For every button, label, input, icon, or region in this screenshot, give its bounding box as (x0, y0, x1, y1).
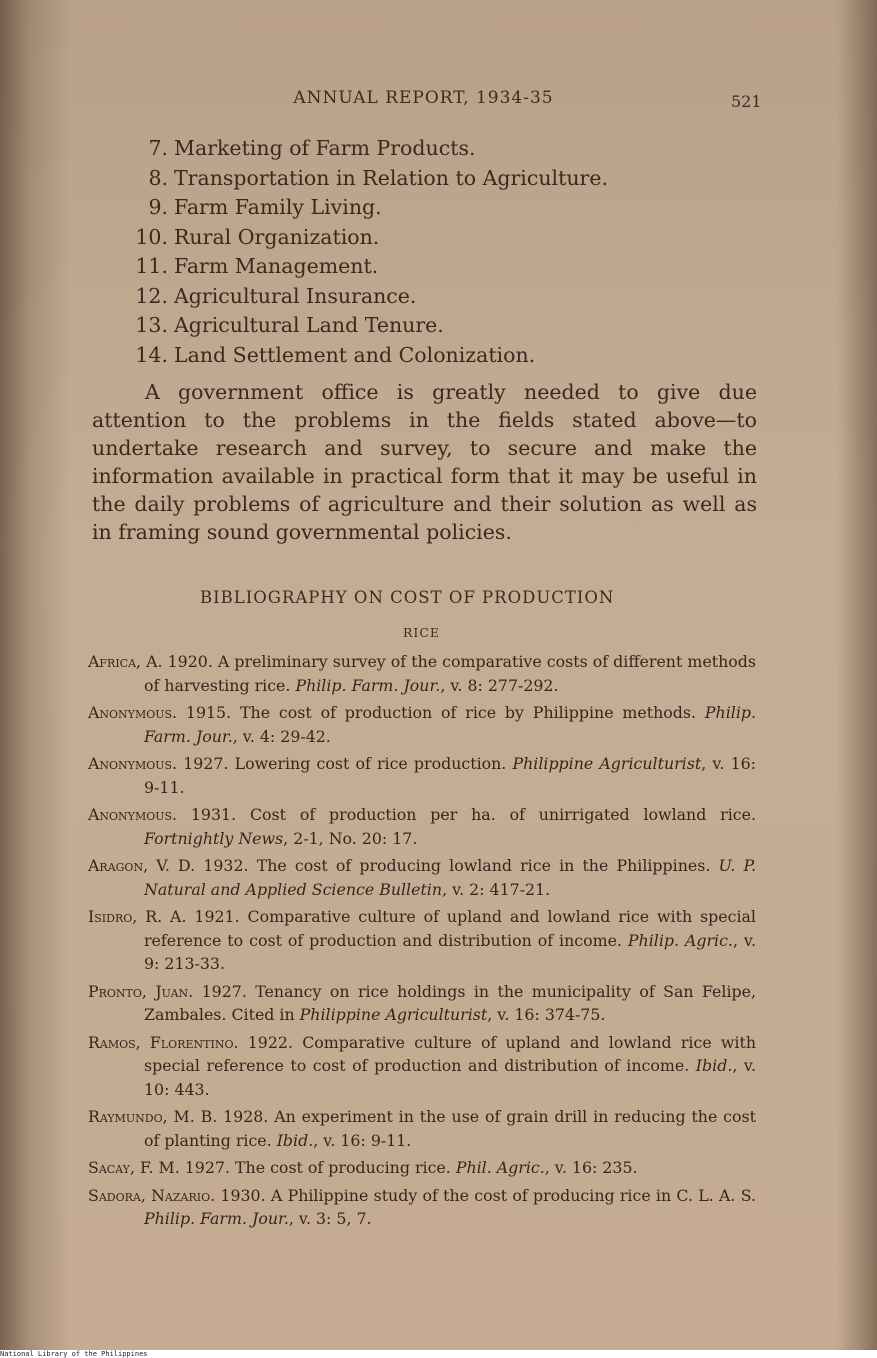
entry-citation: , 2-1, No. 20: 17. (283, 828, 418, 848)
library-credit: National Library of the Philippines (0, 1350, 148, 1358)
bibliography-entry (88, 854, 756, 901)
topic-number: 11. (135, 254, 168, 278)
bibliography-entry (88, 1156, 756, 1180)
topic-list (120, 134, 760, 370)
entry-citation: , v. 16: 374-75. (487, 1005, 606, 1024)
bibliography-entry (88, 1105, 756, 1152)
topic-item (120, 282, 760, 312)
entry-text: 1927. The cost of producing rice. (179, 1158, 456, 1177)
entry-citation: , v. 10: 443. (144, 1056, 756, 1099)
entry-journal: Philippine Agriculturist (512, 754, 702, 773)
entry-journal: Philip. Agric. (627, 930, 733, 950)
topic-item (120, 252, 760, 282)
bibliography-entry (88, 701, 756, 748)
topic-text: Agricultural Insurance. (174, 283, 417, 308)
entry-text: 1932. The cost of producing lowland rice in the Philippines. (195, 856, 719, 875)
body-paragraph: A government office is greatly needed to give due attention to the problems in the fields stated above—to undertake research and survey, to secure and make the information available in practical form that it may be useful in the daily problems of agriculture and their solution as well as in framing sound governmental policies. (92, 380, 757, 544)
entry-citation: , v. 2: 417-21. (442, 879, 551, 899)
entry-journal: Fortnightly News (144, 828, 284, 848)
entry-journal: Ibid. (695, 1056, 733, 1075)
entry-text: 1931. Cost of production per ha. of unirrigated lowland rice. (177, 805, 756, 824)
bibliography-title: BIBLIOGRAPHY ON COST OF PRODUCTION (200, 588, 615, 607)
entry-author: Aragon, V. D. (88, 856, 196, 875)
entry-author: Anonymous. (88, 805, 178, 824)
entry-citation: , v. 8: 277-292. (440, 675, 559, 695)
entry-text: 1921. Comparative culture of upland and lowland rice with special reference to cost of production and distribution of income. (144, 907, 756, 950)
entry-author: Anonymous. (88, 754, 178, 773)
entry-journal: U. P. Natural and Applied Science Bulletin (144, 856, 756, 899)
topic-item (120, 134, 760, 164)
entry-author: Anonymous. (88, 703, 178, 722)
topic-text: Farm Family Living. (174, 195, 382, 219)
topic-number: 14. (135, 342, 168, 367)
entry-journal: Ibid. (276, 1130, 314, 1150)
section-label-rice: RICE (403, 625, 441, 640)
entry-journal: Phil. Agric. (455, 1158, 545, 1177)
entry-citation: , v. 16: 9-11. (144, 754, 757, 797)
entry-text: 1930. A Philippine study of the cost of producing rice in C. L. A. S. (215, 1185, 756, 1205)
bibliography-entry (88, 980, 756, 1027)
topic-text: Agricultural Land Tenure. (174, 313, 444, 337)
topic-text: Rural Organization. (174, 224, 380, 249)
entry-text: 1920. A preliminary survey of the comparative costs of different methods of harvesting rice. (144, 652, 756, 695)
topic-item (120, 223, 760, 253)
bibliography-list (88, 650, 756, 1235)
topic-text: Land Settlement and Colonization. (174, 342, 536, 367)
entry-text: 1927. Tenancy on rice holdings in the municipality of San Felipe, Zambales. Cited in (144, 981, 756, 1024)
topic-text: Farm Management. (174, 254, 379, 278)
bibliography-entry (88, 650, 756, 697)
entry-citation: , v. 16: 9-11. (313, 1130, 412, 1150)
entry-text: 1927. Lowering cost of rice production. (177, 754, 513, 773)
entry-text: 1915. The cost of production of rice by Philippine methods. (177, 703, 705, 722)
topic-number: 9. (148, 195, 168, 219)
entry-citation: , v. 9: 213-33. (144, 930, 756, 973)
entry-author: Isidro, R. A. (88, 907, 187, 926)
page-number: 521 (731, 92, 762, 111)
bibliography-entry (88, 1184, 756, 1231)
topic-text: Transportation in Relation to Agriculture. (174, 165, 608, 190)
topic-text: Marketing of Farm Products. (174, 136, 476, 160)
entry-citation: , v. 3: 5, 7. (288, 1209, 372, 1228)
bibliography-entry (88, 803, 756, 850)
bibliography-entry (88, 752, 756, 799)
entry-citation: , v. 4: 29-42. (232, 726, 331, 746)
entry-author: Sacay, F. M. (88, 1158, 180, 1177)
entry-journal: Philip. Farm. Jour. (144, 703, 756, 746)
topic-number: 12. (135, 283, 168, 308)
topic-item (120, 193, 760, 223)
entry-citation: , v. 16: 235. (544, 1158, 638, 1177)
entry-author: Ramos, Florentino. (88, 1032, 239, 1052)
topic-item (120, 164, 760, 194)
running-header: ANNUAL REPORT, 1934-35 (293, 88, 554, 108)
topic-number: 8. (148, 165, 168, 190)
topic-number: 7. (148, 136, 168, 160)
entry-journal: Philip. Farm. Jour. (144, 1209, 289, 1228)
bibliography-entry (88, 1031, 756, 1102)
topic-number: 13. (135, 313, 168, 337)
entry-text: 1922. Comparative culture of upland and lowland rice with special reference to cost of production and distribution of income. (144, 1032, 757, 1075)
entry-journal: Philip. Farm. Jour. (295, 675, 441, 695)
entry-journal: Philippine Agriculturist (299, 1005, 488, 1024)
bibliography-entry (88, 905, 756, 976)
entry-author: Africa, A. (88, 652, 163, 671)
entry-text: 1928. An experiment in the use of grain drill in reducing the cost of planting rice. (144, 1107, 756, 1150)
entry-author: Raymundo, M. B. (88, 1107, 218, 1126)
topic-item (120, 311, 760, 341)
entry-author: Sadora, Nazario. (88, 1185, 216, 1205)
entry-author: Pronto, Juan. (88, 981, 194, 1001)
topic-number: 10. (135, 224, 168, 249)
topic-item (120, 341, 760, 371)
